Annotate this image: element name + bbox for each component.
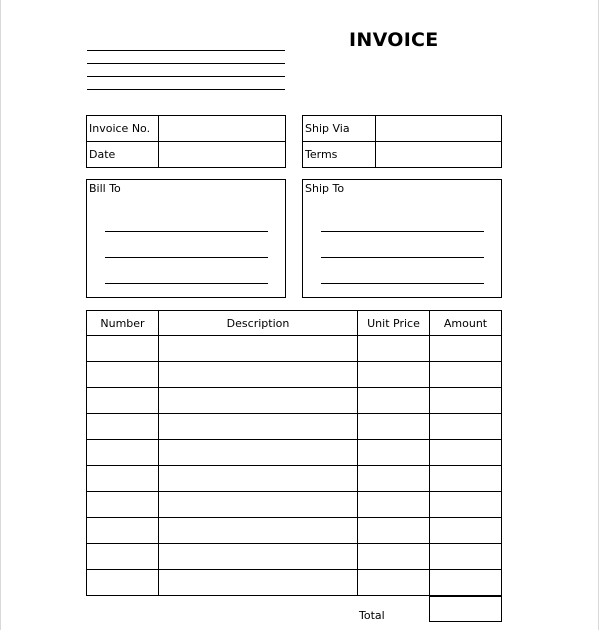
number-cell[interactable] [87, 518, 159, 544]
number-cell[interactable] [87, 336, 159, 362]
date-field[interactable] [159, 142, 286, 168]
ship-to-line-3[interactable] [321, 283, 484, 284]
terms-field[interactable] [376, 142, 502, 168]
ship-to-line-1[interactable] [321, 231, 484, 232]
unit-price-cell[interactable] [358, 388, 430, 414]
unit-price-cell[interactable] [358, 518, 430, 544]
table-row [87, 440, 502, 466]
bill-to-line-3[interactable] [105, 283, 268, 284]
unit-price-cell[interactable] [358, 362, 430, 388]
table-row [87, 336, 502, 362]
unit-price-cell[interactable] [358, 466, 430, 492]
unit-price-cell[interactable] [358, 570, 430, 596]
line-items-table [86, 310, 502, 596]
total-label: Total [359, 609, 385, 622]
table-row [87, 388, 502, 414]
amount-cell[interactable] [430, 414, 502, 440]
amount-cell[interactable] [430, 388, 502, 414]
amount-cell[interactable] [430, 440, 502, 466]
number-cell[interactable] [87, 388, 159, 414]
column-description-header: Description [159, 311, 358, 336]
invoice-no-label: Invoice No. [87, 116, 159, 142]
amount-cell[interactable] [430, 466, 502, 492]
table-row [87, 518, 502, 544]
amount-cell[interactable] [430, 544, 502, 570]
meta-row-date [87, 142, 286, 168]
table-row [87, 492, 502, 518]
description-cell[interactable] [159, 544, 358, 570]
meta-row-terms [303, 142, 502, 168]
bill-to-line-1[interactable] [105, 231, 268, 232]
number-cell[interactable] [87, 492, 159, 518]
number-cell[interactable] [87, 414, 159, 440]
amount-cell[interactable] [430, 492, 502, 518]
bill-to-line-2[interactable] [105, 257, 268, 258]
company-line-4[interactable] [87, 89, 285, 90]
unit-price-cell[interactable] [358, 336, 430, 362]
items-body [87, 336, 502, 596]
ship-to-line-2[interactable] [321, 257, 484, 258]
meta-row-invoice-no [87, 116, 286, 142]
company-line-3[interactable] [87, 76, 285, 77]
terms-label: Terms [303, 142, 376, 168]
ship-to-label: Ship To [305, 182, 345, 195]
unit-price-cell[interactable] [358, 440, 430, 466]
description-cell[interactable] [159, 440, 358, 466]
table-row [87, 362, 502, 388]
amount-cell[interactable] [430, 362, 502, 388]
invoice-meta-left [86, 115, 286, 168]
description-cell[interactable] [159, 336, 358, 362]
description-cell[interactable] [159, 518, 358, 544]
description-cell[interactable] [159, 414, 358, 440]
column-amount-header: Amount [430, 311, 502, 336]
invoice-meta-right [302, 115, 502, 168]
items-header-row [87, 311, 502, 336]
bill-to-label: Bill To [89, 182, 121, 195]
invoice-title: INVOICE [349, 29, 439, 51]
table-row [87, 466, 502, 492]
invoice-no-field[interactable] [159, 116, 286, 142]
table-row [87, 414, 502, 440]
description-cell[interactable] [159, 570, 358, 596]
company-line-2[interactable] [87, 63, 285, 64]
amount-cell[interactable] [430, 336, 502, 362]
number-cell[interactable] [87, 544, 159, 570]
ship-to-box [302, 179, 502, 298]
table-row [87, 570, 502, 596]
unit-price-cell[interactable] [358, 544, 430, 570]
total-field[interactable] [429, 596, 502, 622]
number-cell[interactable] [87, 440, 159, 466]
unit-price-cell[interactable] [358, 414, 430, 440]
number-cell[interactable] [87, 362, 159, 388]
amount-cell[interactable] [430, 518, 502, 544]
company-line-1[interactable] [87, 50, 285, 51]
date-label: Date [87, 142, 159, 168]
ship-via-field[interactable] [376, 116, 502, 142]
unit-price-cell[interactable] [358, 492, 430, 518]
description-cell[interactable] [159, 466, 358, 492]
meta-row-ship-via [303, 116, 502, 142]
description-cell[interactable] [159, 492, 358, 518]
number-cell[interactable] [87, 570, 159, 596]
column-unit-price-header: Unit Price [358, 311, 430, 336]
number-cell[interactable] [87, 466, 159, 492]
description-cell[interactable] [159, 362, 358, 388]
ship-via-label: Ship Via [303, 116, 376, 142]
description-cell[interactable] [159, 388, 358, 414]
bill-to-box [86, 179, 286, 298]
table-row [87, 544, 502, 570]
column-number-header: Number [87, 311, 159, 336]
amount-cell[interactable] [430, 570, 502, 596]
